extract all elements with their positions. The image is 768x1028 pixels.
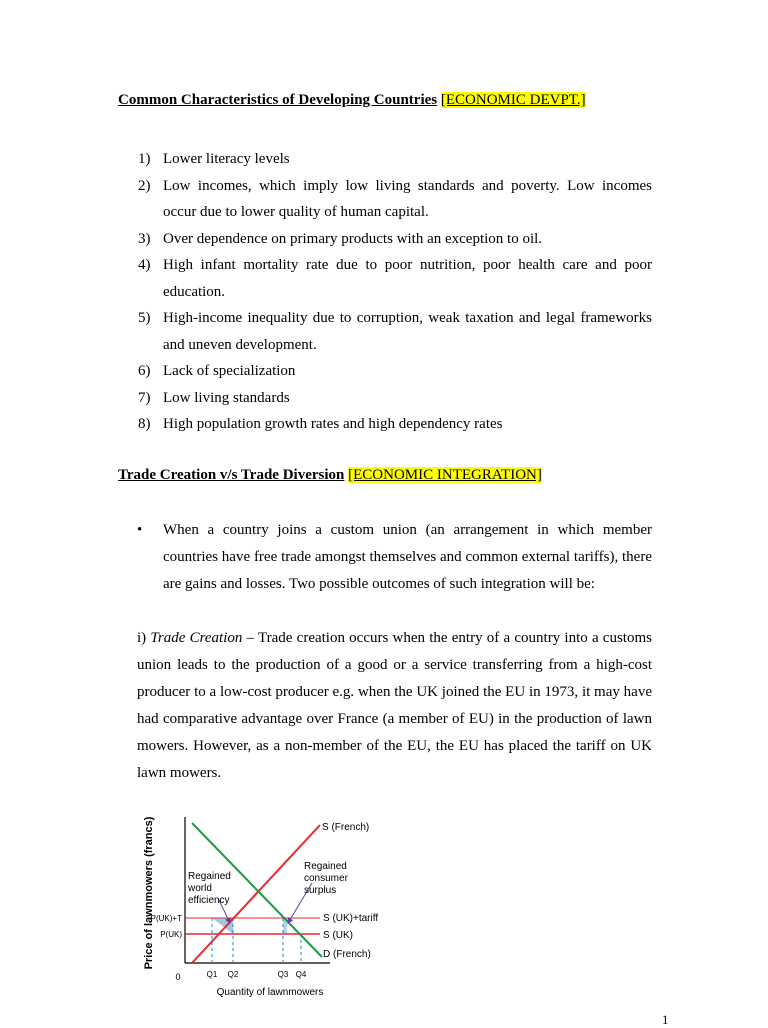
heading-title: Common Characteristics of Developing Countries <box>118 92 438 108</box>
tick-label: Q4 <box>295 970 307 979</box>
heading-title: Trade Creation v/s Trade Diversion <box>118 467 345 483</box>
annotation-surplus: Regained consumer surplus <box>304 861 348 896</box>
tick-label: Q3 <box>277 970 289 979</box>
series-label: S (UK) <box>323 930 353 941</box>
xlabel: Quantity of lawnmowers <box>216 987 324 998</box>
bullet-paragraph <box>137 517 652 598</box>
list-item: 2) Low incomes, which imply low living standards and poverty. Low incomes occur due to lower quality of human capital. <box>138 177 652 220</box>
trade-creation-paragraph <box>137 625 652 787</box>
list-item: 3) Over dependence on primary products with an exception to oil. <box>138 230 543 247</box>
para-term: Trade Creation <box>150 630 243 646</box>
bullet-dot: • <box>137 522 143 538</box>
series-label: S (French) <box>322 822 370 833</box>
tick-label: P(UK) <box>160 930 182 939</box>
page-number: 1 <box>662 1012 669 1027</box>
ylabel: Price of lawnmowers (francs) <box>143 816 155 970</box>
section-heading-developing-countries <box>118 92 586 109</box>
tick-label: Q2 <box>227 970 239 979</box>
efficiency-triangle <box>212 918 233 934</box>
origin-label: 0 <box>175 972 181 982</box>
annotation-efficiency: Regained world efficiency <box>188 871 231 906</box>
para-prefix: i) <box>137 630 151 646</box>
list-item: 4) High infant mortality rate due to poor nutrition, poor health care and poor education. <box>138 257 652 300</box>
bullet-text: When a country joins a custom union (an arrangement in which member countries have free trade amongst themselves and common external tariffs), there are gains and losses. Two possible outcomes of such integration will be: <box>163 522 652 592</box>
tick-label: Q1 <box>206 970 218 979</box>
tick-label: P(UK)+T <box>150 914 182 923</box>
section-heading-trade-creation <box>118 467 542 484</box>
characteristics-list <box>130 146 652 438</box>
series-label: S (UK)+tariff <box>323 913 379 924</box>
series-label: D (French) <box>323 949 371 960</box>
list-item: 7) Low living standards <box>138 389 290 406</box>
para-text: – Trade creation occurs when the entry of a country into a customs union leads to the production of a good or a service transferring from a high-cost producer to a low-cost producer e.g. when the UK joined the EU in 1973, it may have had comparative advantage over France (a member of EU) in the production of lawn mowers. However, as a non-member of the EU, the EU has placed the tariff on UK lawn mowers. <box>137 630 652 781</box>
list-item: 1) Lower literacy levels <box>138 151 290 167</box>
heading-tag: [ECONOMIC DEVPT.] <box>440 92 586 108</box>
list-item: 8) High population growth rates and high dependency rates <box>138 416 503 432</box>
list-item: 5) High-income inequality due to corruption, weak taxation and legal frameworks and uneven development. <box>138 310 652 353</box>
heading-tag: [ECONOMIC INTEGRATION] <box>348 467 542 483</box>
list-item: 6) Lack of specialization <box>138 363 296 379</box>
lawnmower-trade-chart <box>130 805 530 1005</box>
